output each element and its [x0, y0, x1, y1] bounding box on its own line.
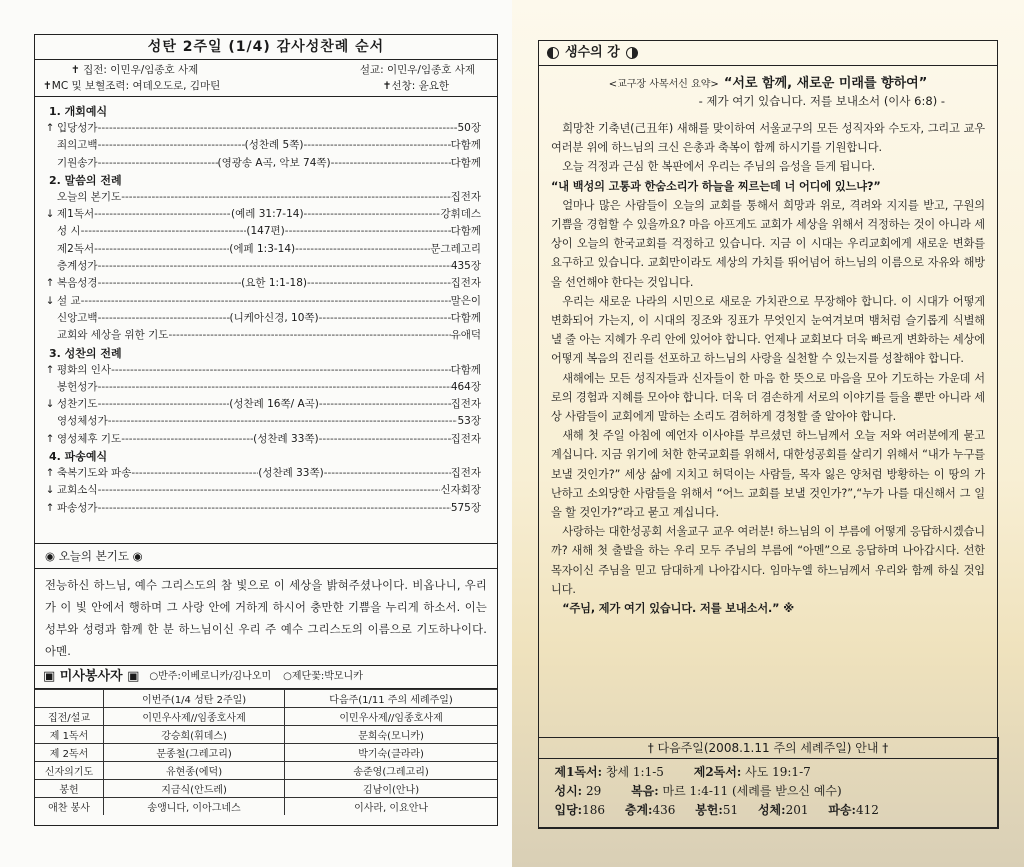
leader-dots: [94, 206, 231, 223]
section-heading: 2. 말씀의 전례: [49, 173, 122, 187]
roster-box: [34, 666, 498, 826]
posture-mark: [43, 155, 57, 172]
item-name: 입당성가: [57, 122, 98, 134]
leader-dots: [98, 500, 451, 517]
item-assignee: 다함께: [450, 311, 481, 324]
item-name: 신앙고백: [57, 311, 98, 324]
service-item: [43, 293, 481, 310]
item-name: 죄의고백: [57, 139, 98, 152]
roster-role: 제 2독서: [35, 744, 104, 762]
meditation-paragraph: 희망찬 기축년(己丑年) 새해를 맞이하여 서울교구의 모든 성직자와 수도자, 그리고 교우 여러분 위에 하느님의 크신 은총과 축복이 함께 하시기를 기원합니다.: [551, 122, 985, 155]
item-name: 파송성가: [57, 501, 98, 514]
leader-dots: [168, 327, 450, 344]
entrance-label: 입당:: [554, 803, 583, 817]
next-week-box: [538, 737, 999, 829]
item-name: 설 교: [57, 294, 81, 307]
order-title: 성탄 2주일 (1/4) 감사성찬례 순서: [35, 35, 497, 60]
roster-row: [35, 726, 497, 744]
posture-mark: [43, 310, 57, 327]
posture-mark: ↑: [45, 363, 55, 376]
meditation-paragraph: 우리는 새로운 나라의 시민으로 새로운 가치관으로 무장해야 합니다. 이 시대가 어떻게 변화되어 가는지, 이 시대의 징조와 징표가 무엇인지 눈여겨보며 뱀처럼 슬기롭게 식별해 낼 줄 아는 지혜가 우리 안에 있어야 합니다. 언제나 교회보다 더욱 빠르게 변화하는 세상에 어떻게 복음의 진리를 선포하고 하느님의 사랑을 실천할 수 있는지를 성찰해야 합니다.: [551, 294, 985, 366]
item-reference: (요한 1:1-18): [241, 277, 308, 290]
meditation-paragraph: “주님, 제가 여기 있습니다. 저를 보내소서.” ※: [562, 602, 795, 616]
roster-header: [35, 666, 497, 689]
celebrant: ✝ 집전: 이민우/임종호 사제: [71, 64, 199, 76]
meditation-subtitle: - 제가 여기 있습니다. 저를 보내소서 (이사 6:8) -: [698, 94, 945, 108]
item-reference: (성찬례 16쪽/ A곡): [229, 398, 319, 411]
leader-dots: [285, 223, 451, 240]
leader-dots: [98, 137, 245, 154]
this-week-server: 강승희(휘데스): [104, 726, 285, 744]
reading1-label: 제1독서:: [554, 765, 603, 779]
this-week-server: 유현종(에덕): [104, 762, 285, 780]
posture-mark: ↑: [45, 501, 55, 514]
meditation-header: [539, 41, 997, 66]
leader-dots: [307, 275, 451, 292]
item-assignee: 집전자: [450, 467, 481, 480]
roster-role: 봉헌: [35, 780, 104, 798]
collect-text: 전능하신 하느님, 예수 그리스도의 참 빛으로 이 세상을 밝혀주셨나이다. 비옵나니, 우리가 이 빛 안에서 행하며 그 사랑 안에 거하게 하시어 충만한 기쁨을 누리게 하소서. 이는 성부와 성령과 함께 한 분 하느님이신 우리 주 예수 그리스도의 이름으로 기도하나이다. 아멘.: [45, 579, 487, 658]
posture-mark: [43, 189, 57, 206]
item-assignee: 다함께: [450, 156, 481, 169]
item-name: 영성체후 기도: [57, 432, 122, 445]
next-week-header: 다음주(1/11 주의 세례주일): [285, 690, 497, 708]
item-reference: (에페 1:3-14): [229, 242, 296, 255]
item-assignee: 집전자: [450, 398, 481, 411]
item-name: 교회와 세상을 위한 기도: [57, 329, 169, 342]
next-week-title: † 다음주일(2008.1.11 주의 세례주일) 안내 †: [539, 738, 998, 759]
leader-dots: [108, 413, 458, 430]
service-item: [43, 379, 481, 396]
accompanist: ○반주:이베로니카/김나오미: [149, 671, 272, 682]
meditation-paragraph: 얼마나 많은 사람들이 오늘의 교회를 통해서 희망과 위로, 격려와 지지를 받고, 구원의 기쁨을 경험할 수 있을까요? 마음 아프게도 교회가 세상을 위해서 걱정하는 것이 아니라 세상이 오늘의 한국교회를 걱정하고 있습니다. 지금 이 시대는 우리교회에게 새로운 변화를 요구하고 있습니다. 교회만이라도 세상의 가치를 뛰어넘어 하느님의 이름으로 자유와 해방을 선언해야 한다는 것입니다.: [551, 198, 985, 289]
item-assignee: 문그레고리: [430, 242, 481, 255]
psalm-label: 성시:: [554, 784, 583, 798]
cantor: ✝선창: 윤요한: [382, 80, 449, 92]
gospel-label: 복음:: [631, 784, 659, 798]
item-name: 제2독서: [57, 242, 95, 255]
service-item: [43, 258, 481, 275]
posture-mark: [43, 258, 57, 275]
leader-dots: [98, 258, 451, 275]
leader-dots: [98, 396, 230, 413]
meditation-paragraph: 새해에는 모든 성직자들과 신자들이 한 마음 한 뜻으로 마음을 모아 기도하는 가운데 서로의 경험과 지혜를 모아야 합니다. 더욱 더 겸손하게 서로의 이야기를 들을 뿐만 아니라 세상 사람들이 교회에게 말하는 소리도 겸허하게 경청할 줄 알아야 합니다.: [551, 371, 985, 424]
item-assignee: 575장: [450, 501, 481, 514]
item-reference: (니케아신경, 10쪽): [229, 311, 319, 324]
posture-mark: ↑: [45, 277, 55, 290]
item-assignee: 말은이: [450, 294, 481, 307]
right-page: [512, 0, 1024, 867]
roster-head-row: [35, 690, 497, 708]
service-item: [43, 189, 481, 206]
leader-dots: [319, 310, 451, 327]
item-assignee: 50장: [457, 122, 481, 134]
item-name: 평화의 인사: [57, 363, 112, 376]
posture-mark: ↑: [45, 432, 55, 445]
offertory-label: 봉헌:: [695, 803, 723, 817]
communion: 201: [785, 803, 809, 817]
section-heading: 4. 파송예식: [49, 450, 108, 464]
order-list: [35, 97, 497, 517]
item-name: 성 시: [57, 225, 81, 238]
reading2-label: 제2독서:: [693, 765, 742, 779]
item-name: 기원송가: [57, 156, 98, 169]
service-item: [43, 431, 481, 448]
item-assignee: 집전자: [450, 277, 481, 290]
offertory: 51: [722, 803, 739, 817]
service-item: [43, 275, 481, 292]
roster-table: [35, 689, 497, 815]
next-week-server: 이사라, 이요안나: [285, 798, 497, 816]
item-assignee: 464장: [450, 380, 481, 393]
next-week-server: 이민우사제//임종호사제: [285, 708, 497, 726]
item-assignee: 강휘데스: [440, 208, 481, 221]
roster-title: ▣ 미사봉사자 ▣: [43, 669, 140, 684]
next-week-server: 김남이(안나): [285, 780, 497, 798]
item-reference: (예레 31:7-14): [231, 208, 304, 221]
service-item: [43, 120, 481, 137]
leader-dots: [81, 223, 247, 240]
leader-dots: [98, 310, 230, 327]
reading1: 창세 1:1-5: [605, 765, 664, 779]
item-reference: (147편): [246, 225, 285, 238]
leader-dots: [94, 241, 229, 258]
meditation-paragraph: 오늘 걱정과 근심 한 복판에서 우리는 주님의 음성을 듣게 됩니다.: [562, 160, 876, 174]
meditation-box: [538, 40, 998, 828]
posture-mark: ↓: [45, 208, 55, 221]
gospel: 마르 1:4-11 (세례를 받으신 예수): [662, 784, 842, 798]
service-item: [43, 223, 481, 240]
this-week-server: 송앵니다, 이아그네스: [104, 798, 285, 816]
gradual: 436: [652, 803, 676, 817]
item-name: 교회소식: [57, 484, 98, 497]
altar-flowers: ○제단꽃:박모니카: [283, 671, 363, 682]
roster-role: 신자의기도: [35, 762, 104, 780]
leader-dots: [121, 431, 253, 448]
leader-dots: [319, 431, 451, 448]
meditation-content: [539, 66, 997, 618]
service-item: [43, 310, 481, 327]
posture-mark: ↓: [45, 398, 55, 411]
leader-dots: [303, 137, 450, 154]
service-item: [43, 482, 481, 499]
section-heading: 3. 성찬의 전례: [49, 346, 122, 360]
posture-mark: ↓: [45, 294, 55, 307]
service-item: [43, 137, 481, 154]
sending: 412: [855, 803, 879, 817]
roster-role: 집전/설교: [35, 708, 104, 726]
item-name: 성찬기도: [57, 398, 98, 411]
roster-row: [35, 762, 497, 780]
leader-dots: [304, 206, 441, 223]
meditation-body: [551, 119, 985, 618]
service-item: [43, 155, 481, 172]
posture-mark: [43, 223, 57, 240]
roster-row: [35, 708, 497, 726]
this-week-server: 문종철(그레고리): [104, 744, 285, 762]
half-circle-left-icon: [547, 47, 559, 59]
item-reference: (성찬례 5쪽): [244, 139, 304, 152]
preacher: 설교: 이민우/임종호 사제: [359, 64, 475, 76]
posture-mark: ↓: [45, 484, 55, 497]
sending-label: 파송:: [828, 803, 856, 817]
item-assignee: 신자회장: [440, 484, 481, 497]
posture-mark: [43, 137, 57, 154]
item-name: 축복기도와 파송: [57, 467, 132, 480]
leader-dots: [81, 293, 451, 310]
next-week-server: 송준영(그레고리): [285, 762, 497, 780]
item-assignee: 다함께: [450, 139, 481, 152]
psalm: 29: [585, 784, 602, 798]
this-week-header: 이번주(1/4 성탄 2주일): [104, 690, 285, 708]
posture-mark: [43, 327, 57, 344]
item-assignee: 집전자: [450, 432, 481, 445]
item-assignee: 53장: [457, 415, 481, 428]
item-name: 오늘의 본기도: [57, 190, 122, 203]
this-week-server: 지금식(안드레): [104, 780, 285, 798]
leader-dots: [98, 482, 441, 499]
service-item: [43, 327, 481, 344]
ministers: [35, 60, 497, 97]
service-item: [43, 241, 481, 258]
collect-title: ◉ 오늘의 본기도 ◉: [35, 544, 497, 569]
service-item: [43, 362, 481, 379]
leader-dots: [295, 241, 430, 258]
leader-dots: [98, 155, 218, 172]
this-week-server: 이민우사제//임종호사제: [104, 708, 285, 726]
roster-corner: [35, 690, 104, 708]
item-reference: (영광송 A곡, 악보 74쪽): [217, 156, 331, 169]
roster-row: [35, 780, 497, 798]
posture-mark: [43, 241, 57, 258]
service-item: [43, 465, 481, 482]
item-name: 제1독서: [57, 208, 95, 221]
meditation-heading: 생수의 강: [565, 45, 620, 60]
leader-dots: [98, 120, 458, 137]
item-assignee: 집전자: [450, 190, 481, 203]
leader-dots: [111, 362, 451, 379]
service-item: [43, 413, 481, 430]
item-reference: (성찬례 33쪽): [253, 432, 319, 445]
leader-dots: [131, 465, 258, 482]
roster-role: 애찬 봉사: [35, 798, 104, 816]
item-reference: (성찬례 33쪽): [258, 467, 324, 480]
posture-mark: [43, 413, 57, 430]
section-heading: 1. 개회예식: [49, 105, 108, 118]
item-assignee: 435장: [450, 260, 481, 273]
meditation-source: <교구장 사목서신 요약>: [608, 79, 719, 90]
leader-dots: [331, 155, 451, 172]
reading2: 사도 19:1-7: [745, 765, 811, 779]
next-week-server: 박기숙(클라라): [285, 744, 497, 762]
leader-dots: [98, 379, 451, 396]
leader-dots: [98, 275, 242, 292]
mc: ✝MC 및 보혈조력: 여데오도로, 김마틴: [43, 80, 221, 92]
service-item: [43, 396, 481, 413]
service-item: [43, 500, 481, 517]
meditation-paragraph: 새해 첫 주일 아침에 예언자 이사야를 부르셨던 하느님께서 오늘 저와 여러분에게 묻고 계십니다. 지금 위기에 처한 한국교회를 위해서, 대한성공회를 살리기 위해서 “내가 누구를 보낼 것인가?” 세상 삶에 지치고 허덕이는 사람들, 목자 잃은 양처럼 방황하는 이 땅의 가난하고 소외당한 사람들을 위해서 “어느 교회를 보낼 것인가?”,“누가 나를 대신해서 그 일을 할 것인가?”라고 묻고 계십니다.: [551, 429, 985, 520]
meditation-title: “서로 함께, 새로운 미래를 향하여”: [723, 76, 928, 91]
gradual-label: 층계:: [624, 803, 653, 817]
order-of-service: [34, 34, 498, 544]
entrance: 186: [582, 803, 606, 817]
roster-role: 제 1독서: [35, 726, 104, 744]
item-name: 봉헌성가: [57, 380, 98, 393]
roster-row: [35, 798, 497, 816]
item-name: 영성체성가: [57, 415, 108, 428]
leader-dots: [121, 189, 450, 206]
roster-body: [35, 708, 497, 816]
item-name: 복음성경: [57, 277, 98, 290]
meditation-paragraph: “내 백성의 고통과 한숨소리가 하늘을 찌르는데 너 어디에 있느냐?”: [551, 179, 881, 193]
half-circle-right-icon: [626, 47, 638, 59]
item-name: 층계성가: [57, 260, 98, 273]
leader-dots: [324, 465, 451, 482]
service-item: [43, 206, 481, 223]
meditation-paragraph: 사랑하는 대한성공회 서울교구 교우 여러분! 하느님의 이 부름에 어떻게 응답하시겠습니까? 새해 첫 출발을 하는 우리 모두 주님의 부름에 “아멘”으로 응답하며 나아갑시다. 선한 목자이신 주님을 믿고 담대하게 나아갑시다. 임마누엘 하느님께서 우리와 함께 하실 것입니다.: [551, 525, 985, 596]
communion-label: 성체:: [757, 803, 786, 817]
collect-box: [34, 544, 498, 666]
roster-row: [35, 744, 497, 762]
next-week-server: 문희숙(모니카): [285, 726, 497, 744]
item-assignee: 다함께: [450, 363, 481, 376]
posture-mark: [43, 379, 57, 396]
posture-mark: ↑: [45, 122, 55, 134]
leader-dots: [319, 396, 451, 413]
item-assignee: 유애덕: [450, 329, 481, 342]
posture-mark: ↑: [45, 467, 55, 480]
item-assignee: 다함께: [450, 225, 481, 238]
